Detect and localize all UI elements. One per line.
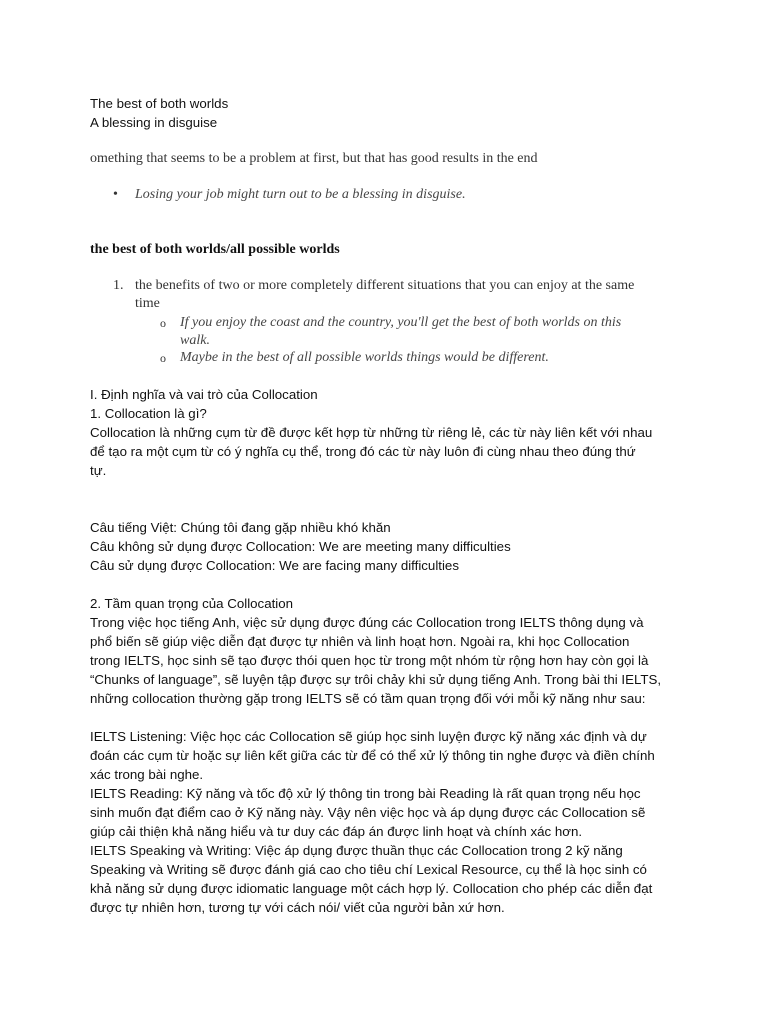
idiom1-example-item: [113, 186, 673, 204]
subsection-title: 1. Collocation là gì?: [90, 406, 207, 421]
skills-line: IELTS Listening: Việc học các Collocation sẽ giúp học sinh luyện được kỹ năng xác định và dự: [90, 729, 647, 744]
idiom2-example-2-line-1: Maybe in the best of all possible worlds things would be different.: [180, 350, 549, 365]
idiom1-definition-text: omething that seems to be a problem at first, but that has good results in the end: [90, 151, 538, 166]
skills-line: sinh muốn đạt điểm cao ở Kỹ năng này. Vậy nên việc học và áp dụng được các Collocation sẽ: [90, 805, 646, 820]
idiom2-meaning-item: [113, 277, 693, 313]
skills-line: đoán các cụm từ hoặc sự liên kết giữa các từ để có thể xử lý thông tin nghe được và điền chính: [90, 748, 655, 763]
idiom2-heading-text: the best of both worlds/all possible worlds: [90, 242, 340, 257]
idiom2-example-item: [160, 314, 680, 350]
idiom2-example-1-line-2: walk.: [180, 333, 210, 348]
section-title: I. Định nghĩa và vai trò của Collocation: [90, 387, 318, 402]
importance-line: “Chunks of language”, sẽ luyện tập được sự trôi chảy khi sử dụng tiếng Anh. Trong bài thi IELTS,: [90, 672, 662, 687]
importance-line: trong IELTS, học sinh sẽ tạo được thói quen học từ trong một nhóm từ rộng hơn hay còn gọi là: [90, 653, 649, 668]
subsection-title: 2. Tầm quan trọng của Collocation: [90, 596, 294, 611]
bullet-icon: •: [113, 187, 118, 202]
definition-line: tự.: [90, 463, 107, 478]
skills-line: khả năng sử dụng được idiomatic language một cách hợp lý. Collocation cho phép các diễn đạt: [90, 881, 653, 896]
collocation-examples: [90, 518, 690, 575]
idiom1-definition: [90, 150, 690, 168]
idiom2-example-text: [180, 314, 660, 350]
title-line-1: The best of both worlds: [90, 96, 229, 111]
skills-line: Speaking và Writing sẽ được đánh giá cao cho tiêu chí Lexical Resource, cụ thể là học sinh có: [90, 862, 647, 877]
example-line: Câu không sử dụng được Collocation: We are meeting many difficulties: [90, 539, 511, 554]
idiom2-meaning-line-1: the benefits of two or more completely different situations that you can enjoy at the same: [135, 278, 635, 293]
importance-line: phổ biến sẽ giúp việc diễn đạt được tự nhiên và linh hoạt hơn. Ngoài ra, khi học Collocation: [90, 634, 630, 649]
idiom2-example-text: [180, 349, 660, 367]
example-line: Câu tiếng Việt: Chúng tôi đang gặp nhiều khó khăn: [90, 520, 391, 535]
list-number: 1.: [113, 278, 124, 293]
idiom2-example-item: [160, 349, 680, 367]
circle-bullet-icon: o: [160, 316, 166, 330]
skills-line: giúp cải thiện khả năng hiểu và tư duy các đáp án được linh hoạt và chính xác hơn.: [90, 824, 583, 839]
collocation-skills: [90, 727, 690, 917]
skills-line: IELTS Reading: Kỹ năng và tốc độ xử lý thông tin trong bài Reading là rất quan trọng nếu học: [90, 786, 641, 801]
titles-block: [90, 94, 690, 132]
definition-line: Collocation là những cụm từ đề được kết hợp từ những từ riêng lẻ, các từ này liên kết với nhau: [90, 425, 653, 440]
skills-line: được tự nhiên hơn, tương tự với cách nói/ viết của người bản xứ hơn.: [90, 900, 505, 915]
definition-line: để tạo ra một cụm từ có ý nghĩa cụ thể, trong đó các từ này luôn đi cùng nhau theo đúng thứ: [90, 444, 636, 459]
idiom1-example-text: Losing your job might turn out to be a blessing in disguise.: [135, 187, 466, 202]
skills-line: xác trong bài nghe.: [90, 767, 204, 782]
collocation-importance: [90, 594, 690, 708]
idiom2-meaning-text: [135, 277, 695, 313]
idiom2-heading: [90, 241, 690, 259]
circle-bullet-icon: o: [160, 351, 166, 365]
collocation-intro: [90, 385, 690, 480]
title-line-2: A blessing in disguise: [90, 115, 218, 130]
skills-line: IELTS Speaking và Writing: Việc áp dụng được thuần thục các Collocation trong 2 kỹ năng: [90, 843, 623, 858]
importance-line: những collocation thường gặp trong IELTS sẽ có tầm quan trọng đối với mỗi kỹ năng như sau:: [90, 691, 646, 706]
importance-line: Trong việc học tiếng Anh, việc sử dụng được đúng các Collocation trong IELTS thông dụng và: [90, 615, 644, 630]
example-line: Câu sử dụng được Collocation: We are facing many difficulties: [90, 558, 459, 573]
idiom2-example-1-line-1: If you enjoy the coast and the country, you'll get the best of both worlds on this: [180, 315, 622, 330]
idiom2-meaning-line-2: time: [135, 296, 160, 311]
